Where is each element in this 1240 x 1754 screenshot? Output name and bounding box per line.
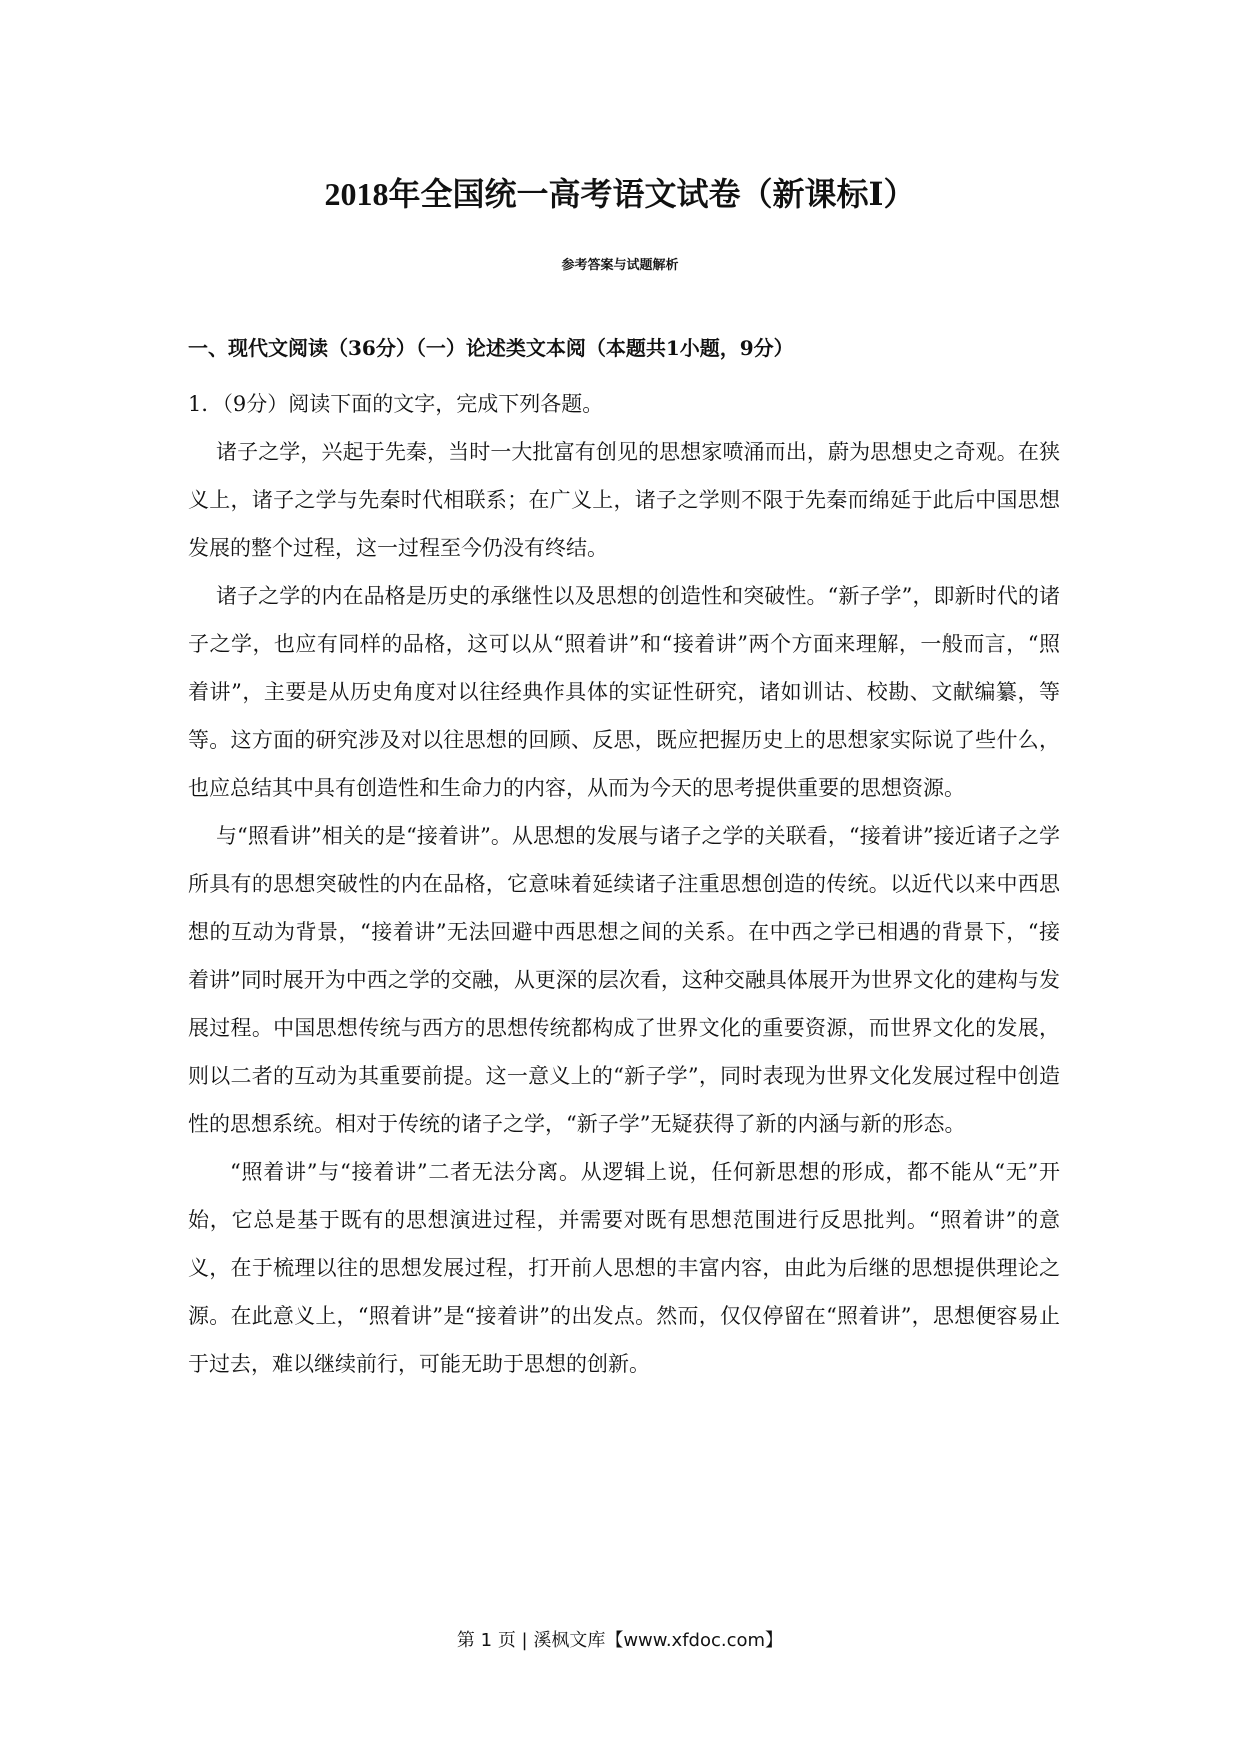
section-heading: 一、现代文阅读（36分）（一）论述类文本阅（本题共1小题，9分） [188, 336, 794, 360]
paragraph-2: 诸子之学的内在品格是历史的承继性以及思想的创造性和突破性。“新子学”，即新时代的诸子之学，也应有同样的品格，这可以从“照着讲”和“接着讲”两个方面来理解，一般而言，“照着讲”，主要是从历史角度对以往经典作具体的实证性研究，诸如训诂、校勘、文献编纂，等等。这方面的研究涉及对以往思想的回顾、反思，既应把握历史上的思想家实际说了些什么，也应总结其中具有创造性和生命力的内容，从而为今天的思考提供重要的思想资源。 [188, 584, 1060, 800]
paragraph-4: “照着讲”与“接着讲”二者无法分离。从逻辑上说，任何新思想的形成，都不能从“无”开始，它总是基于既有的思想演进过程，并需要对既有思想范围进行反思批判。“照着讲”的意义，在于梳理以往的思想发展过程，打开前人思想的丰富内容，由此为后继的思想提供理论之源。在此意义上，“照着讲”是“接着讲”的出发点。然而，仅仅停留在“照着讲”，思想便容易止于过去，难以继续前行，可能无助于思想的创新。 [188, 1160, 1060, 1376]
reading-passage [188, 380, 1060, 1388]
paragraph-3: 与“照看讲”相关的是“接着讲”。从思想的发展与诸子之学的关联看，“接着讲”接近诸子之学所具有的思想突破性的内在品格，它意味着延续诸子注重思想创造的传统。以近代以来中西思想的互动为背景，“接着讲”无法回避中西思想之间的关系。在中西之学已相遇的背景下，“接着讲”同时展开为中西之学的交融，从更深的层次看，这种交融具体展开为世界文化的建构与发展过程。中国思想传统与西方的思想传统都构成了世界文化的重要资源，而世界文化的发展，则以二者的互动为其重要前提。这一意义上的“新子学”，同时表现为世界文化发展过程中创造性的思想系统。相对于传统的诸子之学，“新子学”无疑获得了新的内涵与新的形态。 [188, 824, 1060, 1136]
document-subtitle: 参考答案与试题解析 [561, 258, 679, 273]
paragraph-1: 诸子之学，兴起于先秦，当时一大批富有创见的思想家喷涌而出，蔚为思想史之奇观。在狭义上，诸子之学与先秦时代相联系；在广义上，诸子之学则不限于先秦而绵延于此后中国思想发展的整个过程，这一过程至今仍没有终结。 [188, 440, 1060, 560]
page-footer: 第 1 页 | 溪枫文库【www.xfdoc.com】 [456, 1630, 784, 1651]
question-intro: 1．（9分）阅读下面的文字，完成下列各题。 [188, 392, 604, 416]
document-title: 2018年全国统一高考语文试卷（新课标Ⅰ） [324, 176, 916, 212]
